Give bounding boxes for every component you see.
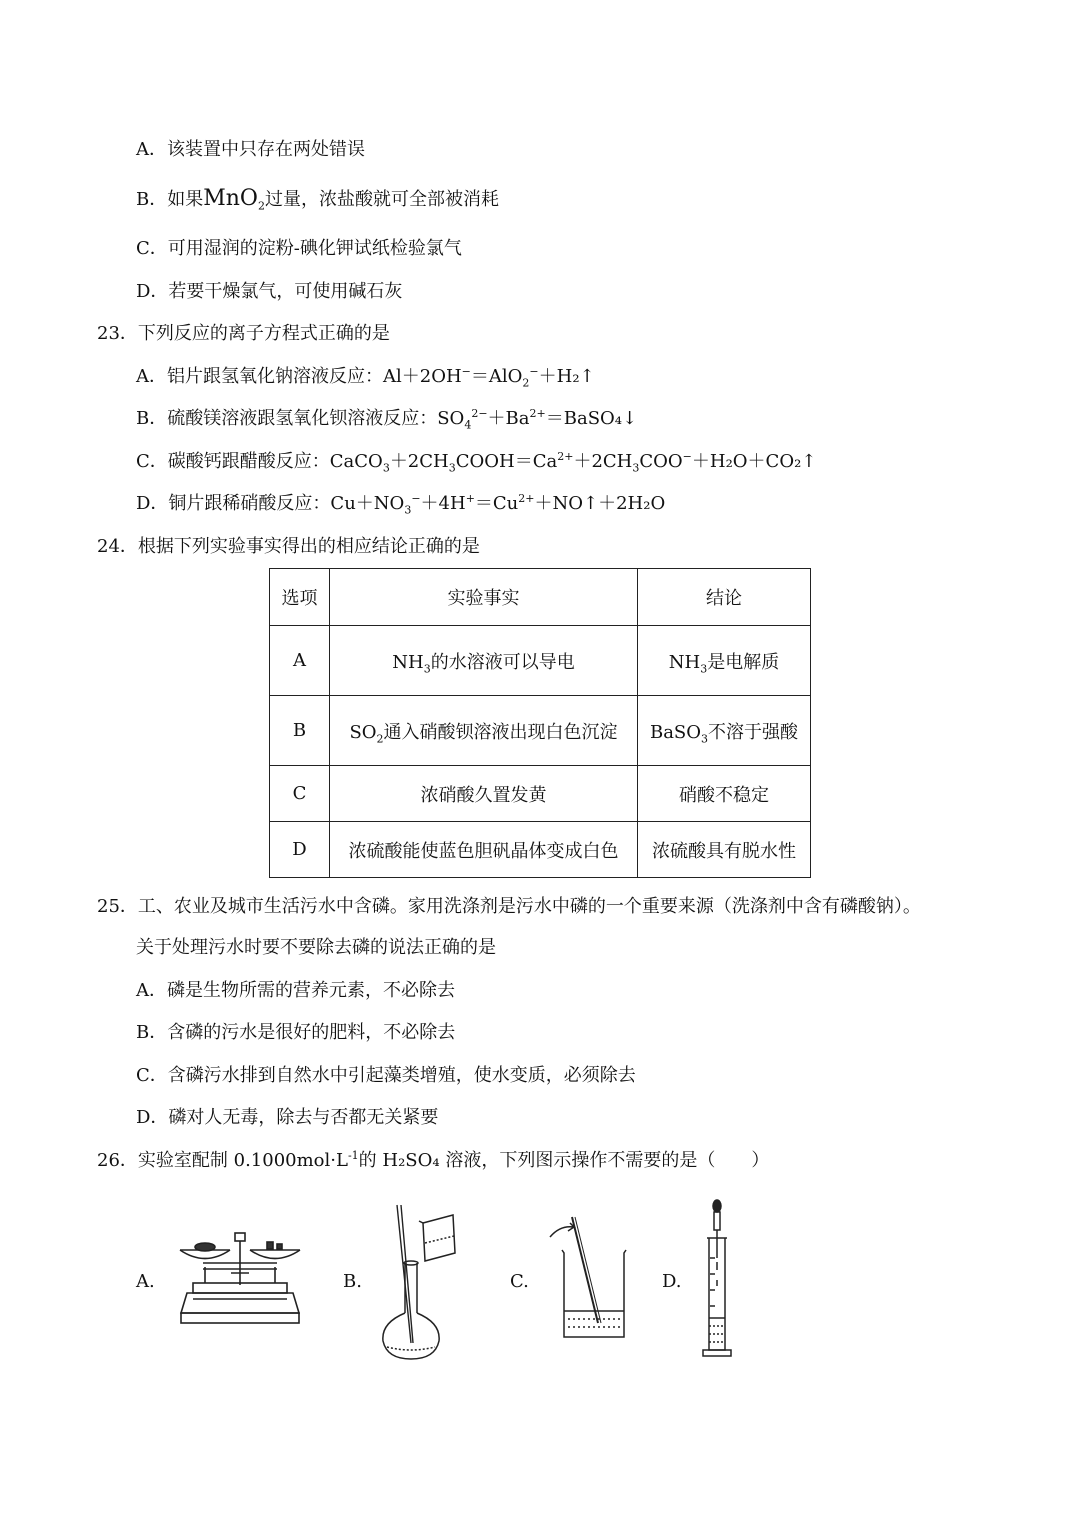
q25-option-c: C．含磷污水排到自然水中引起藻类增殖，使水变质，必须除去 <box>136 1065 636 1086</box>
beaker-stirring-figure <box>540 1215 630 1345</box>
header-fact: 实验事实 <box>330 569 638 626</box>
q24-stem: 24．根据下列实验事实得出的相应结论正确的是 <box>97 536 480 557</box>
row-option: D <box>270 822 330 878</box>
table-row <box>270 626 811 696</box>
q23-option-a: A．铝片跟氢氧化钠溶液反应：Al＋2OH−＝AlO$_2$−＋H₂↑ <box>136 365 595 390</box>
row-conclusion: 硝酸不稳定 <box>638 766 811 822</box>
q25-option-a: A．磷是生物所需的营养元素，不必除去 <box>136 980 455 1001</box>
figure-label-b: B. <box>343 1271 362 1292</box>
row-conclusion: BaSO$_3$不溶于强酸 <box>638 696 811 766</box>
header-option: 选项 <box>270 569 330 626</box>
row-fact: $SO_2$通入硝酸钡溶液出现白色沉淀 <box>330 696 638 766</box>
q26-stem: 26．实验室配制 $0.1000mol\cdot L^{-1}$的 H₂SO₄ 溶液，下列图示操作不需要的是（ ） <box>97 1149 770 1171</box>
row-conclusion: $NH_3$是电解质 <box>638 626 811 696</box>
table-row <box>270 696 811 766</box>
figure-label-d: D. <box>662 1271 682 1292</box>
q23-option-b: B．硫酸镁溶液跟氢氧化钡溶液反应：$SO_4^{2-}+Ba^{2+}=BaSO_4↓$ <box>136 407 638 432</box>
row-conclusion: 浓硫酸具有脱水性 <box>638 822 811 878</box>
q24-table <box>269 568 811 878</box>
header-conclusion: 结论 <box>638 569 811 626</box>
row-option: B <box>270 696 330 766</box>
q22-option-d: D．若要干燥氯气，可使用碱石灰 <box>136 281 403 302</box>
table-row <box>270 822 811 878</box>
volumetric-flask-figure <box>375 1203 460 1363</box>
row-fact: 浓硝酸久置发黄 <box>330 766 638 822</box>
row-fact: $NH_3$的水溶液可以导电 <box>330 626 638 696</box>
row-option: C <box>270 766 330 822</box>
q23-option-d: D．铜片跟稀硝酸反应：$Cu+NO_3^-+4H^+=Cu^{2+}+NO↑+2H_2O$ <box>136 492 666 517</box>
figure-label-c: C. <box>510 1271 529 1292</box>
q22-option-b: B．如果MnO$_2$过量，浓盐酸就可全部被消耗 <box>136 186 499 213</box>
q25-option-d: D．磷对人无毒，除去与否都无关紧要 <box>136 1107 439 1128</box>
graduated-cylinder-figure <box>695 1198 740 1366</box>
balance-scale-figure <box>175 1225 305 1330</box>
q22-option-c: C．可用湿润的淀粉-碘化钾试纸检验氯气 <box>136 238 462 259</box>
q25-stem: 25．工、农业及城市生活污水中含磷。家用洗涤剂是污水中磷的一个重要来源（洗涤剂中含有磷酸钠）。 <box>97 896 921 917</box>
q25-option-b: B．含磷的污水是很好的肥料，不必除去 <box>136 1022 456 1043</box>
table-header-row <box>270 569 811 626</box>
q23-stem: 23．下列反应的离子方程式正确的是 <box>97 323 390 344</box>
table-row <box>270 766 811 822</box>
q23-option-c: C．碳酸钙跟醋酸反应：$CaCO_3+2CH_3COOH=Ca^{2+}+2CH_3COO^-+H_2O+CO_2↑$ <box>136 450 817 475</box>
figure-label-a: A. <box>136 1271 155 1292</box>
row-option: A <box>270 626 330 696</box>
row-fact: 浓硫酸能使蓝色胆矾晶体变成白色 <box>330 822 638 878</box>
q22-option-a: A．该装置中只存在两处错误 <box>136 139 365 160</box>
q25-stem-cont: 关于处理污水时要不要除去磷的说法正确的是 <box>136 937 496 958</box>
